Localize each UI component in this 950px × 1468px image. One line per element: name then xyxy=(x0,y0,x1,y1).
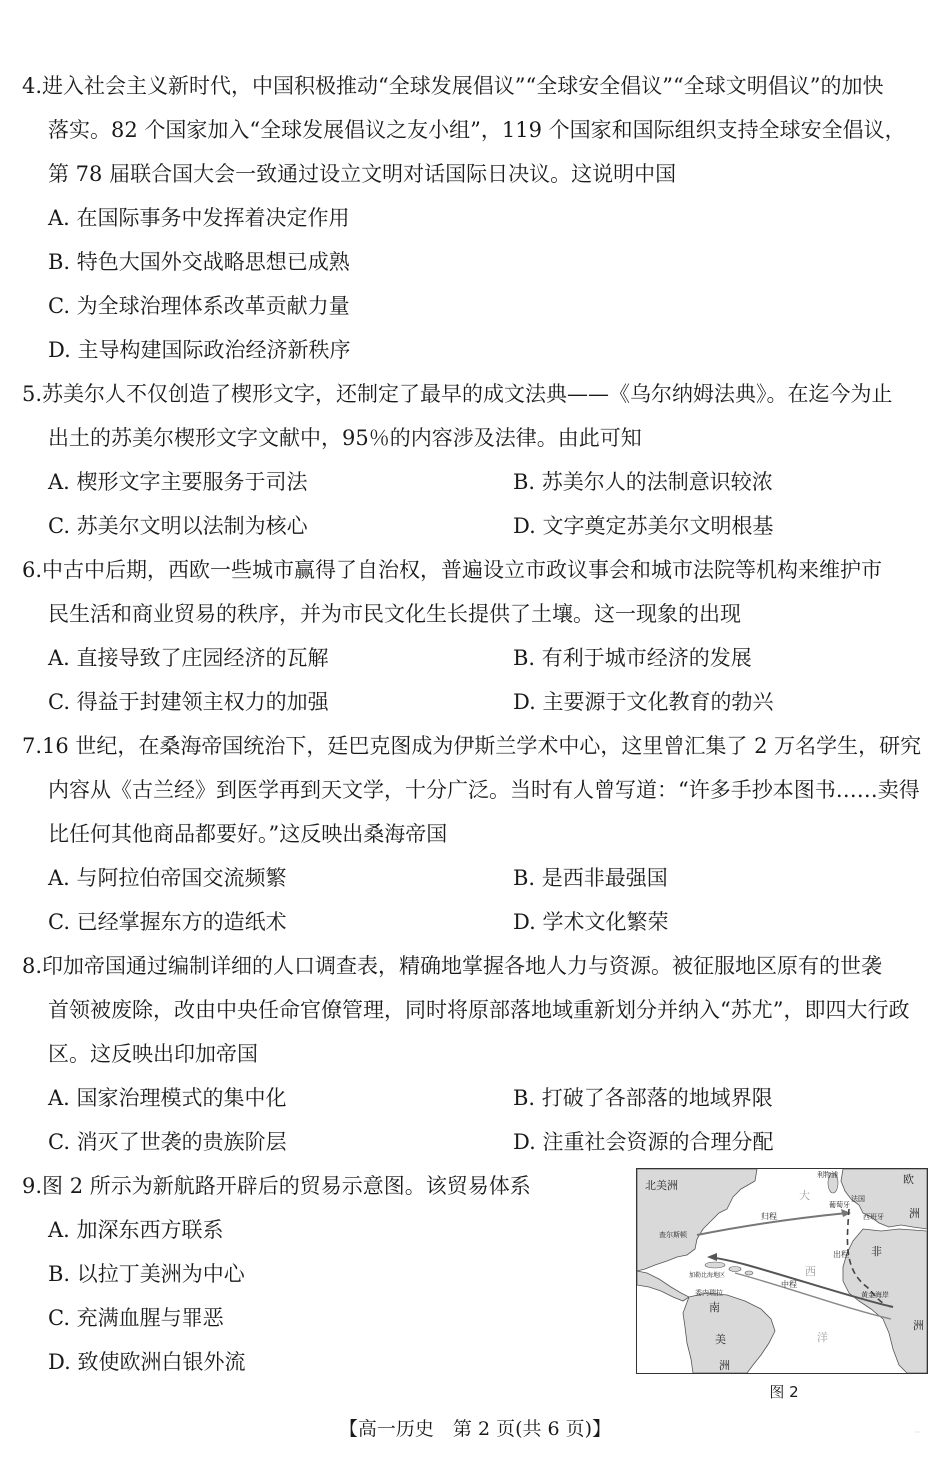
caribbean-island xyxy=(705,1262,725,1268)
option-a: A. 国家治理模式的集中化 xyxy=(48,1086,287,1110)
question-6 xyxy=(22,548,932,724)
question-8 xyxy=(22,944,932,1164)
corner-mark: ·· xyxy=(915,1428,921,1437)
label-charleston: 查尔斯顿 xyxy=(659,1231,687,1239)
option-c: C. 已经掌握东方的造纸术 xyxy=(48,910,287,934)
map-svg xyxy=(637,1169,927,1373)
label-north-america: 北美洲 xyxy=(645,1179,678,1192)
label-ocean-2: 西 xyxy=(805,1265,816,1278)
option-b: B. 以拉丁美洲为中心 xyxy=(48,1262,245,1286)
question-stem-line: 9.图 2 所示为新航路开辟后的贸易示意图。该贸易体系 xyxy=(22,1174,531,1198)
question-7 xyxy=(22,724,932,944)
option-b: B. 有利于城市经济的发展 xyxy=(513,646,752,670)
label-africa-2: 洲 xyxy=(913,1319,924,1332)
label-gold-coast: 黄金海岸 xyxy=(861,1291,889,1299)
figure-caption: 图 2 xyxy=(769,1383,799,1401)
option-c: C. 充满血腥与罪恶 xyxy=(48,1306,224,1330)
option-row xyxy=(22,504,932,548)
option-d: D. 致使欧洲白银外流 xyxy=(48,1350,246,1374)
question-stem-line: 内容从《古兰经》到医学再到天文学，十分广泛。当时有人曾写道：“许多手抄本图书……卖得 xyxy=(48,778,920,802)
africa-land xyxy=(843,1229,927,1373)
question-stem-line: 民生活和商业贸易的秩序，并为市民文化生长提供了土壤。这一现象的出现 xyxy=(48,602,741,626)
question-stem-line: 8.印加帝国通过编制详细的人口调查表，精确地掌握各地人力与资源。被征服地区原有的世袭 xyxy=(22,954,883,978)
label-south-america-2: 美 xyxy=(715,1333,726,1346)
label-return-route: 归程 xyxy=(761,1212,777,1221)
page-footer: 【高一历史 第 2 页(共 6 页)】 xyxy=(338,1418,612,1440)
caribbean-island xyxy=(745,1271,753,1275)
label-liverpool: 利物浦 xyxy=(817,1171,838,1179)
question-stem-line: 6.中古中后期，西欧一些城市赢得了自治权，普遍设立市政议事会和城市法院等机构来维护市 xyxy=(22,558,883,582)
label-europe-1: 欧 xyxy=(903,1173,914,1186)
option-row xyxy=(22,680,932,724)
label-ocean-1: 大 xyxy=(799,1189,810,1202)
option-d: D. 主导构建国际政治经济新秩序 xyxy=(48,338,351,362)
question-9 xyxy=(22,1164,622,1384)
question-stem-line: 7.16 世纪，在桑海帝国统治下，廷巴克图成为伊斯兰学术中心，这里曾汇集了 2 万名学生，研究 xyxy=(22,734,922,758)
option-row xyxy=(22,460,932,504)
option-d: D. 文字奠定苏美尔文明根基 xyxy=(513,514,774,538)
label-portugal: 葡萄牙 xyxy=(829,1201,850,1209)
triangular-trade-map xyxy=(636,1168,928,1374)
question-stem-line: 首领被废除，改由中央任命官僚管理，同时将原部落地域重新划分并纳入“苏尤”，即四大行政 xyxy=(48,998,910,1022)
question-stem-line: 4.进入社会主义新时代，中国积极推动“全球发展倡议”“全球安全倡议”“全球文明倡议”的加快 xyxy=(22,74,884,98)
label-south-america-1: 南 xyxy=(709,1301,720,1314)
central-america-land xyxy=(637,1271,689,1301)
label-europe-2: 洲 xyxy=(909,1207,920,1220)
question-stem-line: 出土的苏美尔楔形文字文献中，95％的内容涉及法律。由此可知 xyxy=(48,426,642,450)
label-caribbean: 加勒比海地区 xyxy=(689,1272,726,1279)
option-d: D. 学术文化繁荣 xyxy=(513,910,669,934)
option-c: C. 苏美尔文明以法制为核心 xyxy=(48,514,308,538)
option-b: B. 打破了各部落的地域界限 xyxy=(513,1086,773,1110)
option-b: B. 苏美尔人的法制意识较浓 xyxy=(513,470,773,494)
label-venezuela: 委内瑞拉 xyxy=(695,1289,723,1297)
option-c: C. 为全球治理体系改革贡献力量 xyxy=(48,294,350,318)
option-a: A. 在国际事务中发挥着决定作用 xyxy=(48,206,350,230)
middle-route-arrow xyxy=(707,1253,717,1261)
option-c: C. 消灭了世袭的贵族阶层 xyxy=(48,1130,287,1154)
option-row xyxy=(22,1120,932,1164)
option-a: A. 加深东西方联系 xyxy=(48,1218,224,1242)
option-d: D. 主要源于文化教育的勃兴 xyxy=(513,690,774,714)
option-row xyxy=(22,900,932,944)
caribbean-island xyxy=(729,1267,741,1272)
option-row xyxy=(22,1076,932,1120)
label-middle-route: 中程 xyxy=(781,1280,797,1289)
option-c: C. 得益于封建领主权力的加强 xyxy=(48,690,329,714)
question-5 xyxy=(22,372,932,548)
question-stem-line: 第 78 届联合国大会一致通过设立文明对话国际日决议。这说明中国 xyxy=(48,162,677,186)
label-africa: 非 xyxy=(871,1245,882,1258)
label-outbound-route: 出程 xyxy=(833,1250,849,1259)
label-spain: 西班牙 xyxy=(863,1213,884,1221)
option-b: B. 是西非最强国 xyxy=(513,866,668,890)
question-4 xyxy=(22,64,932,372)
option-a: A. 直接导致了庄园经济的瓦解 xyxy=(48,646,329,670)
question-stem-line: 比任何其他商品都要好。”这反映出桑海帝国 xyxy=(48,822,448,846)
question-stem-line: 5.苏美尔人不仅创造了楔形文字，还制定了最早的成文法典——《乌尔纳姆法典》。在迄今为止 xyxy=(22,382,893,406)
question-stem-line: 区。这反映出印加帝国 xyxy=(48,1042,258,1066)
question-stem-line: 落实。82 个国家加入“全球发展倡议之友小组”，119 个国家和国际组织支持全球安全倡议， xyxy=(48,118,906,142)
option-a: A. 与阿拉伯帝国交流频繁 xyxy=(48,866,287,890)
option-d: D. 注重社会资源的合理分配 xyxy=(513,1130,774,1154)
label-france: 法国 xyxy=(851,1195,865,1203)
option-row xyxy=(22,856,932,900)
option-b: B. 特色大国外交战略思想已成熟 xyxy=(48,250,350,274)
label-ocean-3: 洋 xyxy=(817,1331,828,1344)
option-row xyxy=(22,636,932,680)
option-a: A. 楔形文字主要服务于司法 xyxy=(48,470,308,494)
label-south-america-3: 洲 xyxy=(719,1359,730,1372)
